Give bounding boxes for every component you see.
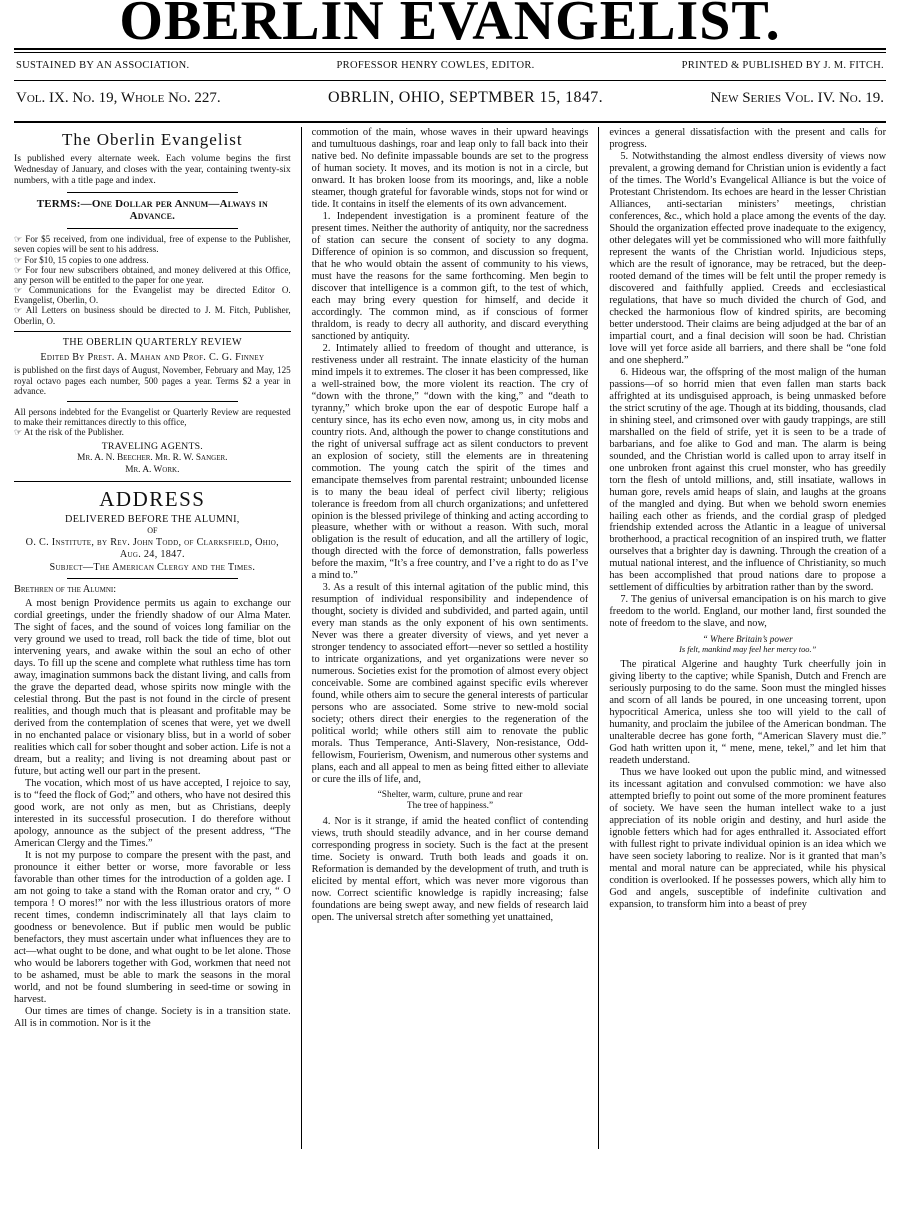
quoted-verse bbox=[609, 634, 886, 655]
quarterly-review-editors: Edited By Prest. A. Mahan and Prof. C. G. Finney bbox=[40, 351, 265, 363]
verse-line: Is felt, mankind may feel her mercy too.” bbox=[679, 645, 817, 655]
publication-intro: Is published every alternate week. Each volume begins the first Wednesday of January, and closes with the year, containing twenty-six numbers, with a title page and index. bbox=[14, 152, 291, 186]
masthead-rule-thick bbox=[14, 48, 886, 50]
masthead-subheading: The Oberlin Evangelist bbox=[62, 130, 243, 149]
divider bbox=[67, 578, 239, 579]
body-paragraph: Thus we have looked out upon the public mind, and witnessed its incessant agitation and convulsed commotion: we have also attempted briefly to point out some of the more prominent features of society. We have seen the human intellect wake to a just appreciation of its noble origin and destiny, and hurl aside the ignoble fetters which had for ages enthralled it. Associated effort with fullest right to private individual opinion is an idea which we have seen society laboring to realize. Nor is it granted that man’s mental and moral nature can be appreciated, while his physical condition is overlooked. If he possesses powers, which ally him to God and angels, susceptible of indefinite cultivation and expansion, to transform him into a beast of prey bbox=[609, 767, 887, 911]
divider bbox=[67, 228, 239, 229]
divider bbox=[67, 401, 239, 402]
address-subtitle: DELIVERED BEFORE THE ALUMNI, bbox=[65, 513, 240, 525]
issue-series: New Series Vol. IV. No. 19. bbox=[710, 89, 884, 106]
subscription-note-4: ☞ Communications for the Evangelist may be directed Editor O. Evangelist, Oberlin, O. bbox=[14, 285, 291, 306]
imprint-center: PROFESSOR HENRY COWLES, EDITOR. bbox=[336, 60, 535, 71]
body-paragraph: 2. Intimately allied to freedom of thought and utterance, is restiveness under all restraint. The innate elasticity of the human mind impels it to extremes. The closer it has been compressed, like a well-strained bow, the more violent its reaction. The cry of “down with the throne,” “down with the king,” and “death to tyranny,” which broke upon the ear of despotic Europe half a century since, has its echo even now, among us, in city mobs and country riots. And, although the power to change constitutions and the right of universal suffrage act as silent conductors to prevent an explosion of society, still the elements are in threatening commotion. The young catch the spirit of the times and emancipate themselves from parental restraint; unbounded license is to many the beau ideal of perfect civil liberty; religious tolerance is freedom from all church organizations; and unfettered opinion is the blessed privilege of thinking and acting according to pleasure, whether with or without a reason. With such, moral obligation is the result of education, and all the artillery of logic, though directed with the force of demonstration, falls powerless before the maxim, “It’s a free country, and I’ve a right to do as I’ve a mind to.” bbox=[311, 342, 589, 582]
quarterly-review-title: THE OBERLIN QUARTERLY REVIEW bbox=[62, 336, 242, 348]
pointing-hand-icon: ☞ bbox=[14, 427, 23, 438]
imprint-right: PRINTED & PUBLISHED BY J. M. FITCH. bbox=[681, 60, 884, 71]
subscription-note-3: ☞ For four new subscribers obtained, and money delivered at this Office, any person will be entitled to the paper for one year. bbox=[14, 264, 291, 285]
divider bbox=[14, 481, 291, 482]
verse-line: “Shelter, warm, culture, prune and rear bbox=[377, 790, 523, 801]
article-columns bbox=[14, 127, 886, 1149]
pointing-hand-icon: ☞ bbox=[14, 285, 23, 296]
quarterly-review-risk: ☞ At the risk of the Publisher. bbox=[14, 427, 124, 438]
body-paragraph: 5. Notwithstanding the almost endless diversity of views now prevalent, a growing demand for Christian union is evidently a fact of the times. The World’s Evangelical Alliance is but the voice of Protestant Christendom. Its echoes are heard in the lesser Christian Alliances, anti-sectarian ministers’ meetings, christian conferences, &c., which hold a place among the events of the day. Should the organization effected prove inadequate to the exigency, other delegates will yet be commissioned who will more faithfully represent the wants of the Christian world. Injudicious steps, which are the result of ignorance, may be retraced, but the deep-rooted demand of the times will be felt until the proper remedy is discovered and faithfully applied. Creeds and ecclesiastical regulations, that have so much divided the church of God, and checked the harmonious flow of kindred spirits, are becoming better understood. Their claims are being adjudged at the bar of an impartial court, and a final decision will soon be had. Christian love will yet force aside all barriers, and there shall be “one fold and one shepherd.” bbox=[609, 150, 887, 366]
issue-rule bbox=[14, 121, 886, 123]
terms-line: TERMS:—One Dollar per Annum—Always in Advance. bbox=[36, 197, 268, 223]
pointing-hand-icon: ☞ bbox=[14, 254, 23, 265]
address-institution: O. C. Institute, by Rev. John Todd, of Clarksfield, Ohio, Aug. 24, 1847. bbox=[25, 536, 279, 560]
body-paragraph: evinces a general dissatisfaction with the present and calls for progress. bbox=[609, 127, 887, 150]
masthead-title: OBERLIN EVANGELIST. bbox=[119, 0, 781, 42]
issue-volume: Vol. IX. No. 19, Whole No. 227. bbox=[16, 89, 221, 106]
traveling-agents-heading: TRAVELING AGENTS. bbox=[101, 440, 203, 452]
body-paragraph: 6. Hideous war, the offspring of the most malign of the human passions—of so horrid mien that even fallen man starts back affrighted at its undisguised approach, is being unmasked before the strict scrutiny of the age. Though at its bidding, thousands, clad in shining steel, and crimsoned over with gaudy trappings, are still marshalled on the field of strife, yet it is seen to be a trade of barbarians, and foe alike to God and man. The alarm is being sounded, and the Christian world is called upon to array itself in one unbroken front against this cruel monster, who has greedily torn the flesh of untold millions, and, still insatiate, wallows in human gore, revels amid heaps of slain, and laughs at the groans of the mangled and dying. But when we behold sworn enemies hailing each other as friends, and the cordial grasp of pledged friendship extended across the Atlantic in a league of universal brotherhood, a practical recognition of an inspired truth, we flatter ourselves that a brighter day is dawning. Through the creation of a mutual national interest, and the influence of Christianity, so much has been accomplished that proud nations dare to propose a settlement of difficulties by arbitration rather than by the sword. bbox=[609, 366, 887, 594]
quoted-verse bbox=[312, 790, 589, 812]
address-of: OF bbox=[147, 526, 158, 536]
divider bbox=[14, 331, 291, 332]
address-salutation: Brethren of the Alumni: bbox=[14, 584, 117, 596]
column-2 bbox=[301, 127, 589, 1149]
body-paragraph: 3. As a result of this internal agitation of the public mind, this resumption of individual responsibility and independence of thought, society is divided and subdivided, and parted again, until every man stands as the only exponent of his own sentiments. Never was there a greater diversity of views, and yet never a stronger tendency to associated effort—never so settled a hostility to intricate organizations, and yet organizations were never so numerous. Societies exist for the promotion of almost every object conceivable. Some are combined against specific evils wherever found, while others aim to secure the general interests of particular persons who are associated. Some strive to new-mold social society; others direct their energies to the regeneration of the political world; while others still aim to renovate the public morals. Thus Temperance, Anti-Slavery, Non-resistance, Odd-fellowism, Fourierism, Owenism, and numerous other systems and plans, each and all appeal to men as being fitted either to alleviate or cure the ills of life, and, bbox=[311, 582, 589, 786]
issue-row bbox=[14, 81, 886, 115]
subscription-note-2: ☞ For $10, 15 copies to one address. bbox=[14, 254, 149, 265]
agent-name-row: Mr. A. Work. bbox=[125, 464, 180, 475]
pointing-hand-icon: ☞ bbox=[14, 234, 23, 245]
body-paragraph: Our times are times of change. Society is in a transition state. All is in commotion. Nor is it the bbox=[14, 1005, 291, 1029]
agent-name-row: Mr. A. N. Beecher. Mr. R. W. Sanger. bbox=[77, 452, 228, 463]
subscription-note-1: ☞ For $5 received, from one individual, free of expense to the Publisher, seven copies will be sent to his address. bbox=[14, 234, 291, 255]
pointing-hand-icon: ☞ bbox=[14, 264, 23, 275]
issue-date: OBRLIN, OHIO, SEPTMBER 15, 1847. bbox=[328, 89, 604, 106]
body-paragraph: The piratical Algerine and haughty Turk cheerfully join in giving liberty to the captive; while Spanish, Dutch and French are seriously purposing to do the same. Soon must the mingled hisses and scorn of all lands be poured, in one unceasing torrent, upon hypocritical America, unless she too will yield to the call of humanity, and proclaim the jubilee of the American bondman. The unalterable decree has gone forth, “American Slavery must die.” God hath written upon it, “ mene, mene, tekel,” and let him that readeth understand. bbox=[609, 659, 887, 767]
verse-line: “ Where Britain’s power bbox=[702, 634, 793, 645]
address-subject: Subject—The American Clergy and the Times. bbox=[49, 561, 256, 573]
column-3 bbox=[598, 127, 886, 1149]
body-paragraph: It is not my purpose to compare the present with the past, and pronounce it either better or worse, more favorable or less favorable than other times for the introduction of a golden age. I am not going to take a stand with the Roman orator and cry, “ O tempora ! O mores!” nor with the less illustrious orators of more recent times, condemn indiscriminately all that lays claim to goodness or benevolence. But if public men would be public benefactors, they must ascertain under what influences they are to act—what ought to be done, and what ought to be let alone. Those who would be laborers together with God, workmen that need not to be ashamed, must be able to mark the seasons in the moral world, and not be found slumbering in seed-time or sowing in harvest. bbox=[14, 850, 291, 1005]
pointing-hand-icon: ☞ bbox=[14, 305, 23, 316]
quarterly-review-note: All persons indebted for the Evangelist or Quarterly Review are requested to make their remittances directly to this office, bbox=[14, 407, 291, 428]
verse-line: The tree of happiness.” bbox=[406, 801, 494, 812]
subscription-note-5: ☞ All Letters on business should be directed to J. M. Fitch, Publisher, Oberlin, O. bbox=[14, 305, 291, 326]
body-paragraph: A most benign Providence permits us again to exchange our cordial greetings, under the friendly shadow of our Alma Mater. The sight of faces, and the sound of voices long familiar on the very ground we used to tread, roll back the tide of time, blot out intervening years, and awake within the soul an echo of other days. To fill up the scene and complete what ruthless time has torn away, imagination summons back the distant living, and calls from the grave the departed dead, whose spirits now mingle with the celestial throng. But the past is not found in the circle of present realities, and though much that is pleasant and profitable may be derived from the contemplation of scenes that were, yet we dwell in no enchanted palace or visionary bliss, but in a world of sober realities which call for sober thought and sober action. Life is not a dream, but a reality; and living is not dreaming about past or future, but acting well our part in the present. bbox=[14, 598, 291, 778]
body-paragraph: The vocation, which most of us have accepted, I rejoice to say, is to “feed the flock of God;” and others, who have not desired this good work, are not only as men, but as Christians, deeply interested in its successful prosecution. I do therefore without apology, announce as the subject of the present address, “The American Clergy and the Times.” bbox=[14, 778, 291, 850]
body-paragraph: commotion of the main, whose waves in their upward heavings and tumultuous dashings, roar and leap only to fall back into their native bed. No definite impassable bounds are set to the progress of human society. It moves, and its motion is not in a circle, but onward. It has broken loose from its moorings, and, like a noble steamer, though grateful for favorable winds, stops not for wind or tide. It contains in itself the elements of its own advancement. bbox=[311, 127, 589, 210]
address-title: ADDRESS bbox=[99, 487, 206, 512]
imprint-row bbox=[14, 53, 886, 78]
column-1 bbox=[14, 127, 291, 1149]
imprint-left: SUSTAINED BY AN ASSOCIATION. bbox=[16, 60, 190, 71]
body-paragraph: 1. Independent investigation is a prominent feature of the present times. Neither the authority of antiquity, nor the sacredness of station can secure the consent of society to any dogma. Difference of opinion is so common, and discussion so frequent, that he who would obtain the assent of community to his views, must have the reasons for the same forthcoming. Men begin to discover that intelligence is a common gift, to the test of which, each may bring every question for himself, and decide it accordingly. The common mind, as if conscious of former thraldom, is ready to decry all authority, and discard everything sanctioned by antiquity. bbox=[311, 210, 589, 342]
divider bbox=[67, 192, 239, 193]
quarterly-review-body: is published on the first days of August, November, February and May, 125 royal octavo pages each number, 500 pages a year. Terms $2 a year in advance. bbox=[14, 365, 291, 396]
body-paragraph: 7. The genius of universal emancipation is on his march to give freedom to the world. England, our mother land, first sounded the note of freedom to the slave, and now, bbox=[609, 594, 887, 630]
body-paragraph: 4. Nor is it strange, if amid the heated conflict of contending views, truth should steadily advance, and in her course demand corresponding progress in society. Such is the fact at the present time. Society is onward. Truth both leads and goads it on. Reformation is demanded by the development of truth, and truth is elicited by mental effort, which was never more vigorous than now. Correct scientific knowledge is rapidly increasing; false foundations are being swept away, and new fields of research laid open. The universal stretch after something yet unattained, bbox=[311, 816, 589, 924]
